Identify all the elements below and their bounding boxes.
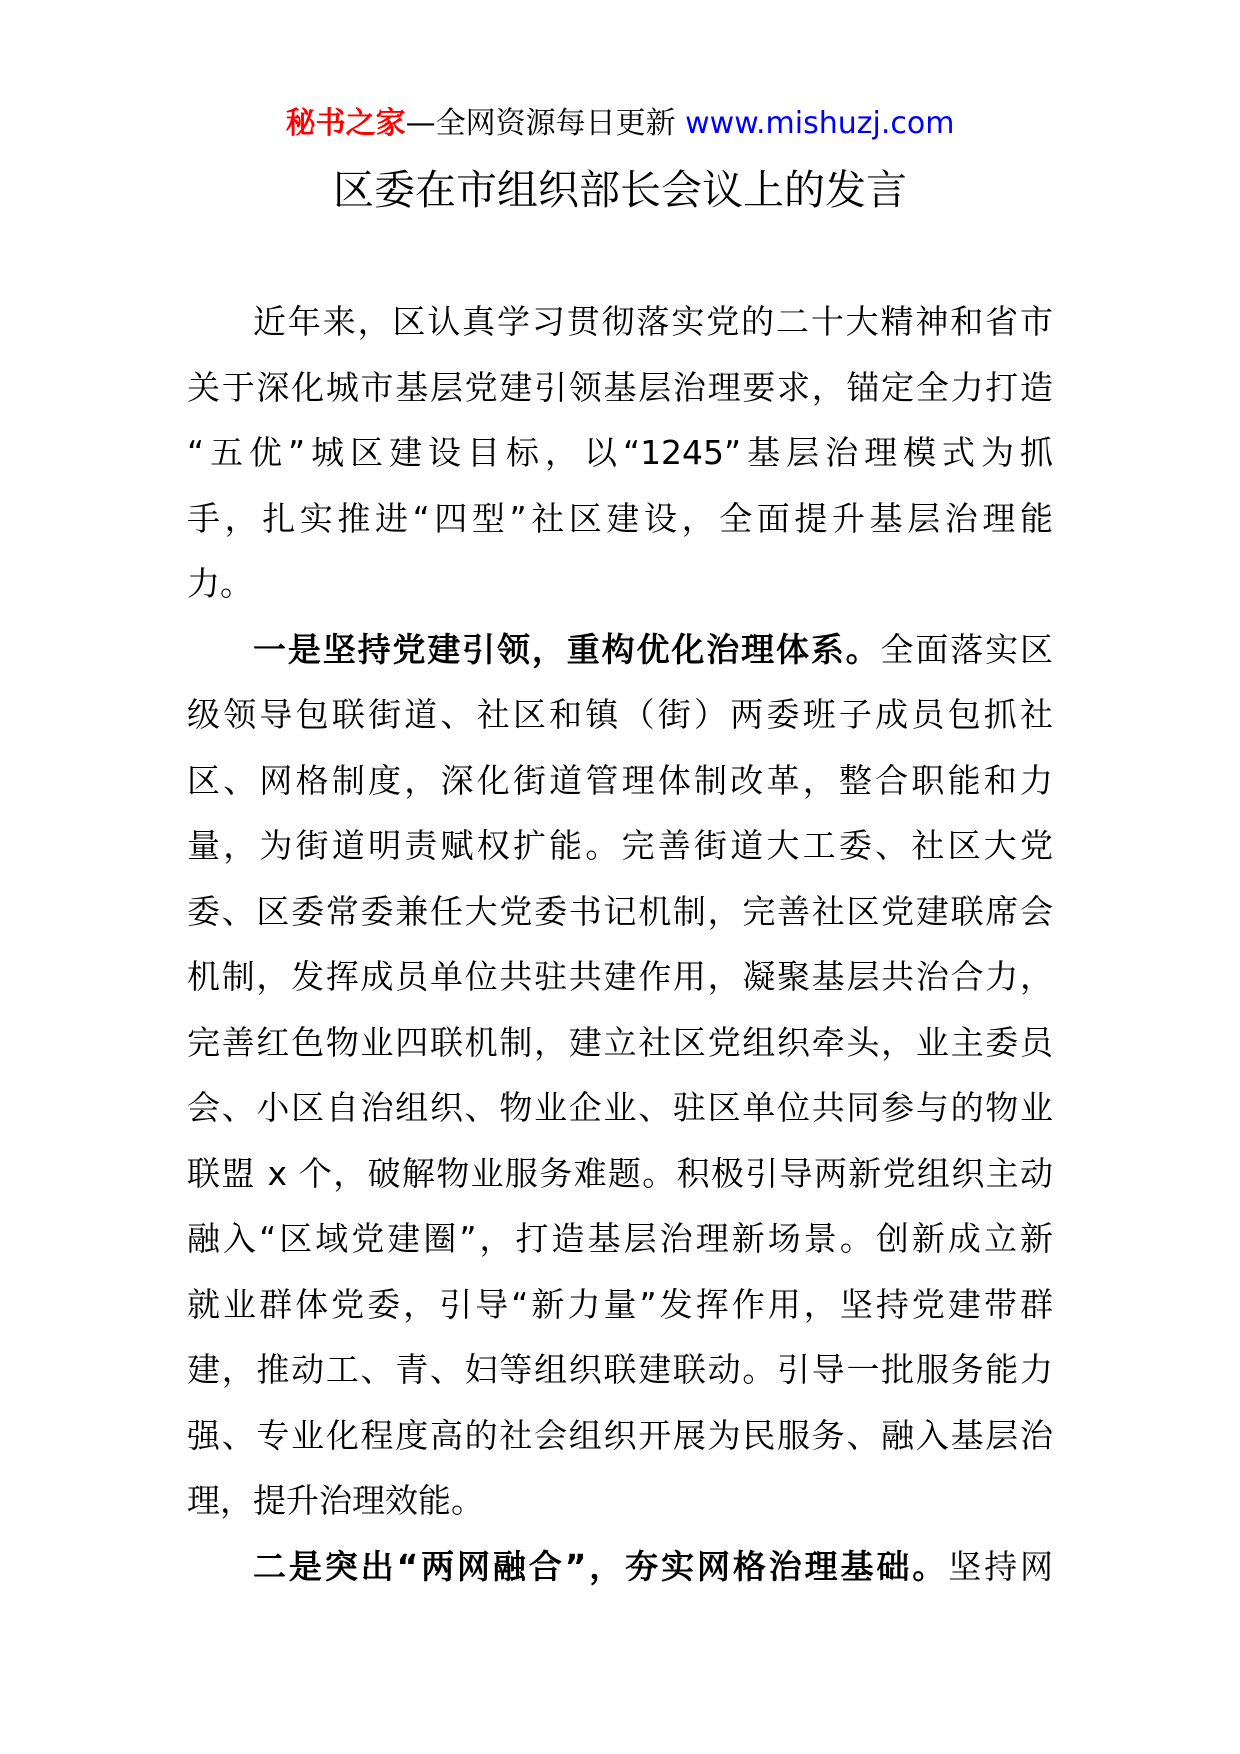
paragraph-1-line: 近年来，区认真学习贯彻落实党的二十大精神和省市 [253, 302, 1053, 341]
paragraph-3-line [187, 1534, 1053, 1600]
paragraph-1-line: “五优”城区建设目标，以“1245”基层治理模式为抓 [187, 433, 1053, 472]
paragraph-2-line: 完善红色物业四联机制，建立社区党组织牵头，业主委员 [187, 1022, 1053, 1062]
paragraph-2-line: 建，推动工、青、妇等组织联建联动。引导一批服务能力 [187, 1350, 1053, 1389]
paragraph-2-line: 就业群体党委，引导“新力量”发挥作用，坚持党建带群 [187, 1284, 1053, 1324]
document-body [187, 289, 1053, 1599]
paragraph-3-heading: 二是突出“两网融合”，夯实网格治理基础。 [253, 1546, 949, 1586]
paragraph-2-line: 级领导包联街道、社区和镇（街）两委班子成员包抓社 [187, 695, 1053, 734]
paragraph-1-line: 手，扎实推进“四型”社区建设，全面提升基层治理能 [187, 498, 1053, 538]
paragraph-2-line [187, 617, 1053, 683]
paragraph-2-line: 量，为街道明责赋权扩能。完善街道大工委、社区大党 [187, 826, 1053, 865]
paragraph-2-line: 理，提升治理效能。 [187, 1481, 484, 1520]
paragraph-2-line: 强、专业化程度高的社会组织开展为民服务、融入基层治 [187, 1415, 1053, 1455]
paragraph-2-line: 联盟 x 个，破解物业服务难题。积极引导两新党组织主动 [187, 1153, 1053, 1193]
paragraph-2-line: 区、网格制度，深化街道管理体制改革，整合职能和力 [187, 760, 1053, 800]
site-header [0, 100, 1240, 148]
paragraph-2-heading: 一是坚持党建引领，重构优化治理体系。 [253, 629, 881, 669]
paragraph-2-line: 融入“区域党建圈”，打造基层治理新场景。创新成立新 [187, 1219, 1053, 1258]
paragraph-2-line: 委、区委常委兼任大党委书记机制，完善社区党建联席会 [187, 891, 1053, 931]
brand-name: 秘书之家 [285, 106, 406, 141]
paragraph-1-line: 力。 [187, 564, 253, 603]
paragraph-3-line-text: 坚持网 [948, 1546, 1053, 1586]
paragraph-2-line-text: 全面落实区 [880, 629, 1053, 669]
site-url-link[interactable]: www.mishuzj.com [685, 106, 955, 141]
paragraph-2-line: 机制，发挥成员单位共驻共建作用，凝聚基层共治合力， [187, 957, 1053, 996]
paragraph-2-line: 会、小区自治组织、物业企业、驻区单位共同参与的物业 [187, 1088, 1053, 1127]
paragraph-1-line: 关于深化城市基层党建引领基层治理要求，锚定全力打造 [187, 367, 1053, 407]
header-slogan: —全网资源每日更新 [405, 106, 676, 141]
document-title: 区委在市组织部长会议上的发言 [333, 166, 907, 214]
